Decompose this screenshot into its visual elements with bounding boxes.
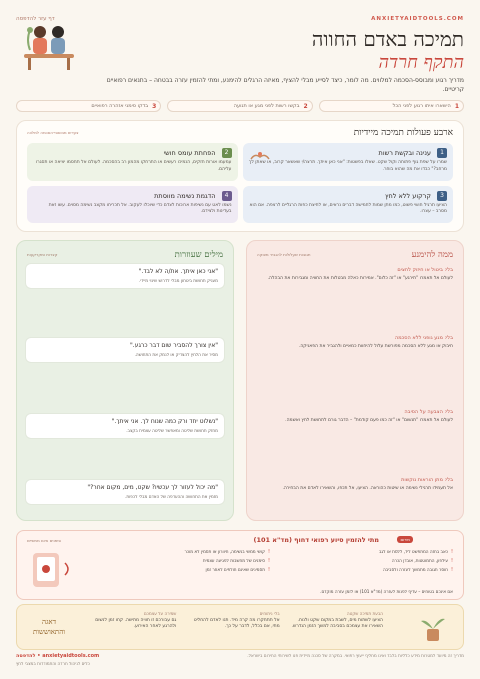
printable-tag: דף עזר להדפסה	[16, 16, 55, 22]
alert-icon: !	[267, 558, 270, 564]
couple-illustration	[20, 20, 78, 72]
helpful-words-title: מילים שעוזרות	[174, 250, 223, 260]
avoid-subtitle: תגובות שעלולות להגביר מצוקה	[257, 252, 311, 257]
avoid-item: בלי: מתן הוראות נוקשות אל תעמידו תרגילי נשימה או שיטות כהוראה. הציעו, אל תכפו, והשאירו לאדם את הבחירה.	[282, 477, 453, 491]
page-title	[144, 28, 464, 74]
title-accent: התקף חרדה	[378, 52, 464, 73]
emergency-item: ! קושי ממשי בנשימה, חיוורון או תסמין לא מוכר	[184, 549, 270, 555]
emergency-item: ! סימנים של מחשבות לפגיעה עצמית	[202, 558, 270, 564]
alert-icon: !	[267, 567, 270, 573]
aftercare-item: בלי ניתוחים אל תתחקרו מה קרה מיד. תנו לאדם להחליט מתי, אם בכלל, לדבר על כך.	[193, 611, 280, 629]
emergency-badge: חירום	[397, 536, 413, 543]
actions-card	[16, 120, 464, 232]
avoid-column	[246, 240, 464, 521]
emergency-item: ! חוסר תגובה מתמשך לעזרה ולסביבה	[382, 567, 453, 573]
alert-icon: !	[450, 549, 453, 555]
footer-left: כלים לניהול חרדה והתמודדות במצבי לחץ	[16, 661, 90, 666]
avoid-item: בלי: ביטול או חיזוק לחצים לעולם אל תאמרו "תירגע" או "זה כלום". אמירות כאלה מבטלות את החוויה ומגבירות את הבהלה.	[267, 267, 453, 281]
intro-text: מדריך רגוע ומבוסס-הסכמה למלווים. מה לומר, כיצד לסייע מבלי להציף, מאיזה הרגלים להימנע, ומתי להזמין עזרה בבטחה – בתנאים רפואיים קריטיים.	[106, 77, 464, 93]
helpful-words-column	[16, 240, 234, 521]
aftercare-item: הבעת תמיכה שקטה הציעו לשתות מים, לשבת במקום שקט ולנוח. השאירו את עצמכם בסביבה למשך הזמן הנדרש.	[291, 611, 383, 629]
quote-card: "אני כאן איתך. את/ה לא לבד." מעניק תחושת ביטחון מבלי לדרוש שינוי מיידי.	[25, 263, 225, 289]
quote-card: "מה יכול לעזור לך עכשיו? שקט, מים, מקום אחר?" מזמין את התחושה וההעדפה של האדם מבלי לכפות.	[25, 479, 225, 505]
step-chip: 2 בקשו רשות לפני מגע או תנועה	[167, 100, 312, 112]
step-chip: 3 בדקו סימני אזהרה רפואיים	[16, 100, 161, 112]
title-main: תמיכה באדם החווה	[311, 27, 464, 51]
steps-row	[16, 100, 464, 112]
emergency-item: ! תסמינים שאינם חולפים לאחר זמן	[205, 567, 270, 573]
action-tile: 3 קרקוע ללא לחץ הציעו תרגיל חושי פשוט, כמו מתן שמות לחמישה דברים נראים, או לחיצת כפות הרגליים לרצפה. אם הוא מסרב – עצרו.	[243, 186, 454, 224]
emergency-item: ! עילפון, התמוטטות, אובדן הכרה	[391, 558, 453, 564]
top-bar	[16, 16, 464, 26]
avoid-item: בלי: מגע גופני ללא הסכמה חיבוק או מגע ללא הסכמה מפורשת עלול להיחוות כמאיים ולהגביר את הפאניקה.	[298, 335, 453, 349]
hands-icon	[249, 149, 271, 165]
aftercare-item: שמירה על עצמכם גם עבורכם זו חוויה מתישה. קחו זמן לנשום ולהרגע לאחר האירוע.	[95, 611, 177, 629]
plant-icon	[413, 611, 453, 643]
helpful-words-subtitle: קצרות ומקרקעות	[27, 252, 58, 257]
emergency-label: סימנים איום ממשיים	[27, 538, 61, 543]
action-tile: 1 ענינה ובקשת רשות שמרו על שפת גוף פתוחה וקול שקט. שאלו בפשטות: "אני כאן איתך. תרצה/י שאשאר קרוב, או שאתן לך מרחב?" כבדו את מה שהוא בוחר.	[243, 143, 454, 181]
alert-icon: !	[450, 558, 453, 564]
actions-subtitle: צעדים מבוססי-הסכמה למלווה	[27, 130, 79, 135]
emergency-title: מתי להזמין סיוע רפואי דחוף (מד"א 101)	[253, 536, 379, 544]
phone-icon	[27, 549, 83, 591]
actions-title: ארבע פעולות תמיכה מיידיות	[353, 128, 453, 138]
action-tile: 4 הדגמת נשימה מווסתת נשמו לאט עם נשיפות ארוכות לצדם כדי שיוכלו לעקוב. אל תכריחו מקצב נשימה מסוים. עשו זאת בעדינות ולצידם.	[27, 186, 238, 224]
brand-name[interactable]: ANXIETYAIDTOOLS.COM	[371, 16, 464, 22]
quote-card: "אין צורך להסביר שום דבר כרגע." מסיר את הלחץ להצדיק או לנמק את התחושה.	[25, 337, 225, 363]
quote-card: "נשלוט יחד ורק כמה שנוח לך. אני איתך." מחזק תחושת שליטה ומאפשר שליטה עצמית בקצב.	[25, 413, 225, 439]
emergency-box	[16, 530, 464, 600]
alert-icon: !	[450, 567, 453, 573]
aftercare-title: דאגה והתאוששות	[32, 618, 66, 636]
avoid-title: ממה להימנע	[411, 250, 453, 260]
avoid-item: בלי: הצבעה על הסיבה לעולם אל תאמרו "תנשום" או "זה כמו פעם קודמת" – הדבר גורם לתחושת לחץ ואשמה.	[285, 409, 453, 423]
footer	[16, 653, 464, 671]
step-chip: 1 הישארו איתו רגוע לפני הכל	[319, 100, 464, 112]
action-tile: 2 הפחתת עומס חושי עמעמו אורות חזקים, הנמיכו רעשים או התרחקו מהמון רב בהסכמה. לעולם אל תחסמו יציאה או תסגרו עליהם.	[27, 143, 238, 181]
emergency-footnote: אם אינכם בטוחים – עדיף לפנות לעזרה (מד"א 101) או לזמן עזרה מוקדם.	[320, 589, 453, 594]
emergency-item: ! כאב בחזה המתפשט ליד, ללסת או לגב	[378, 549, 453, 555]
footer-brand[interactable]: anxietyaidtools.com • להדפסה	[16, 653, 100, 659]
alert-icon: !	[267, 549, 270, 555]
footer-disclaimer: מדריך זה מיועד למטרות מידע כלליות בלבד ואינו מחליף ייעוץ רפואי. במקרה של סכנה מיידית פנו לשירותי החירום בישראל.	[247, 653, 464, 658]
aftercare-box	[16, 604, 464, 650]
